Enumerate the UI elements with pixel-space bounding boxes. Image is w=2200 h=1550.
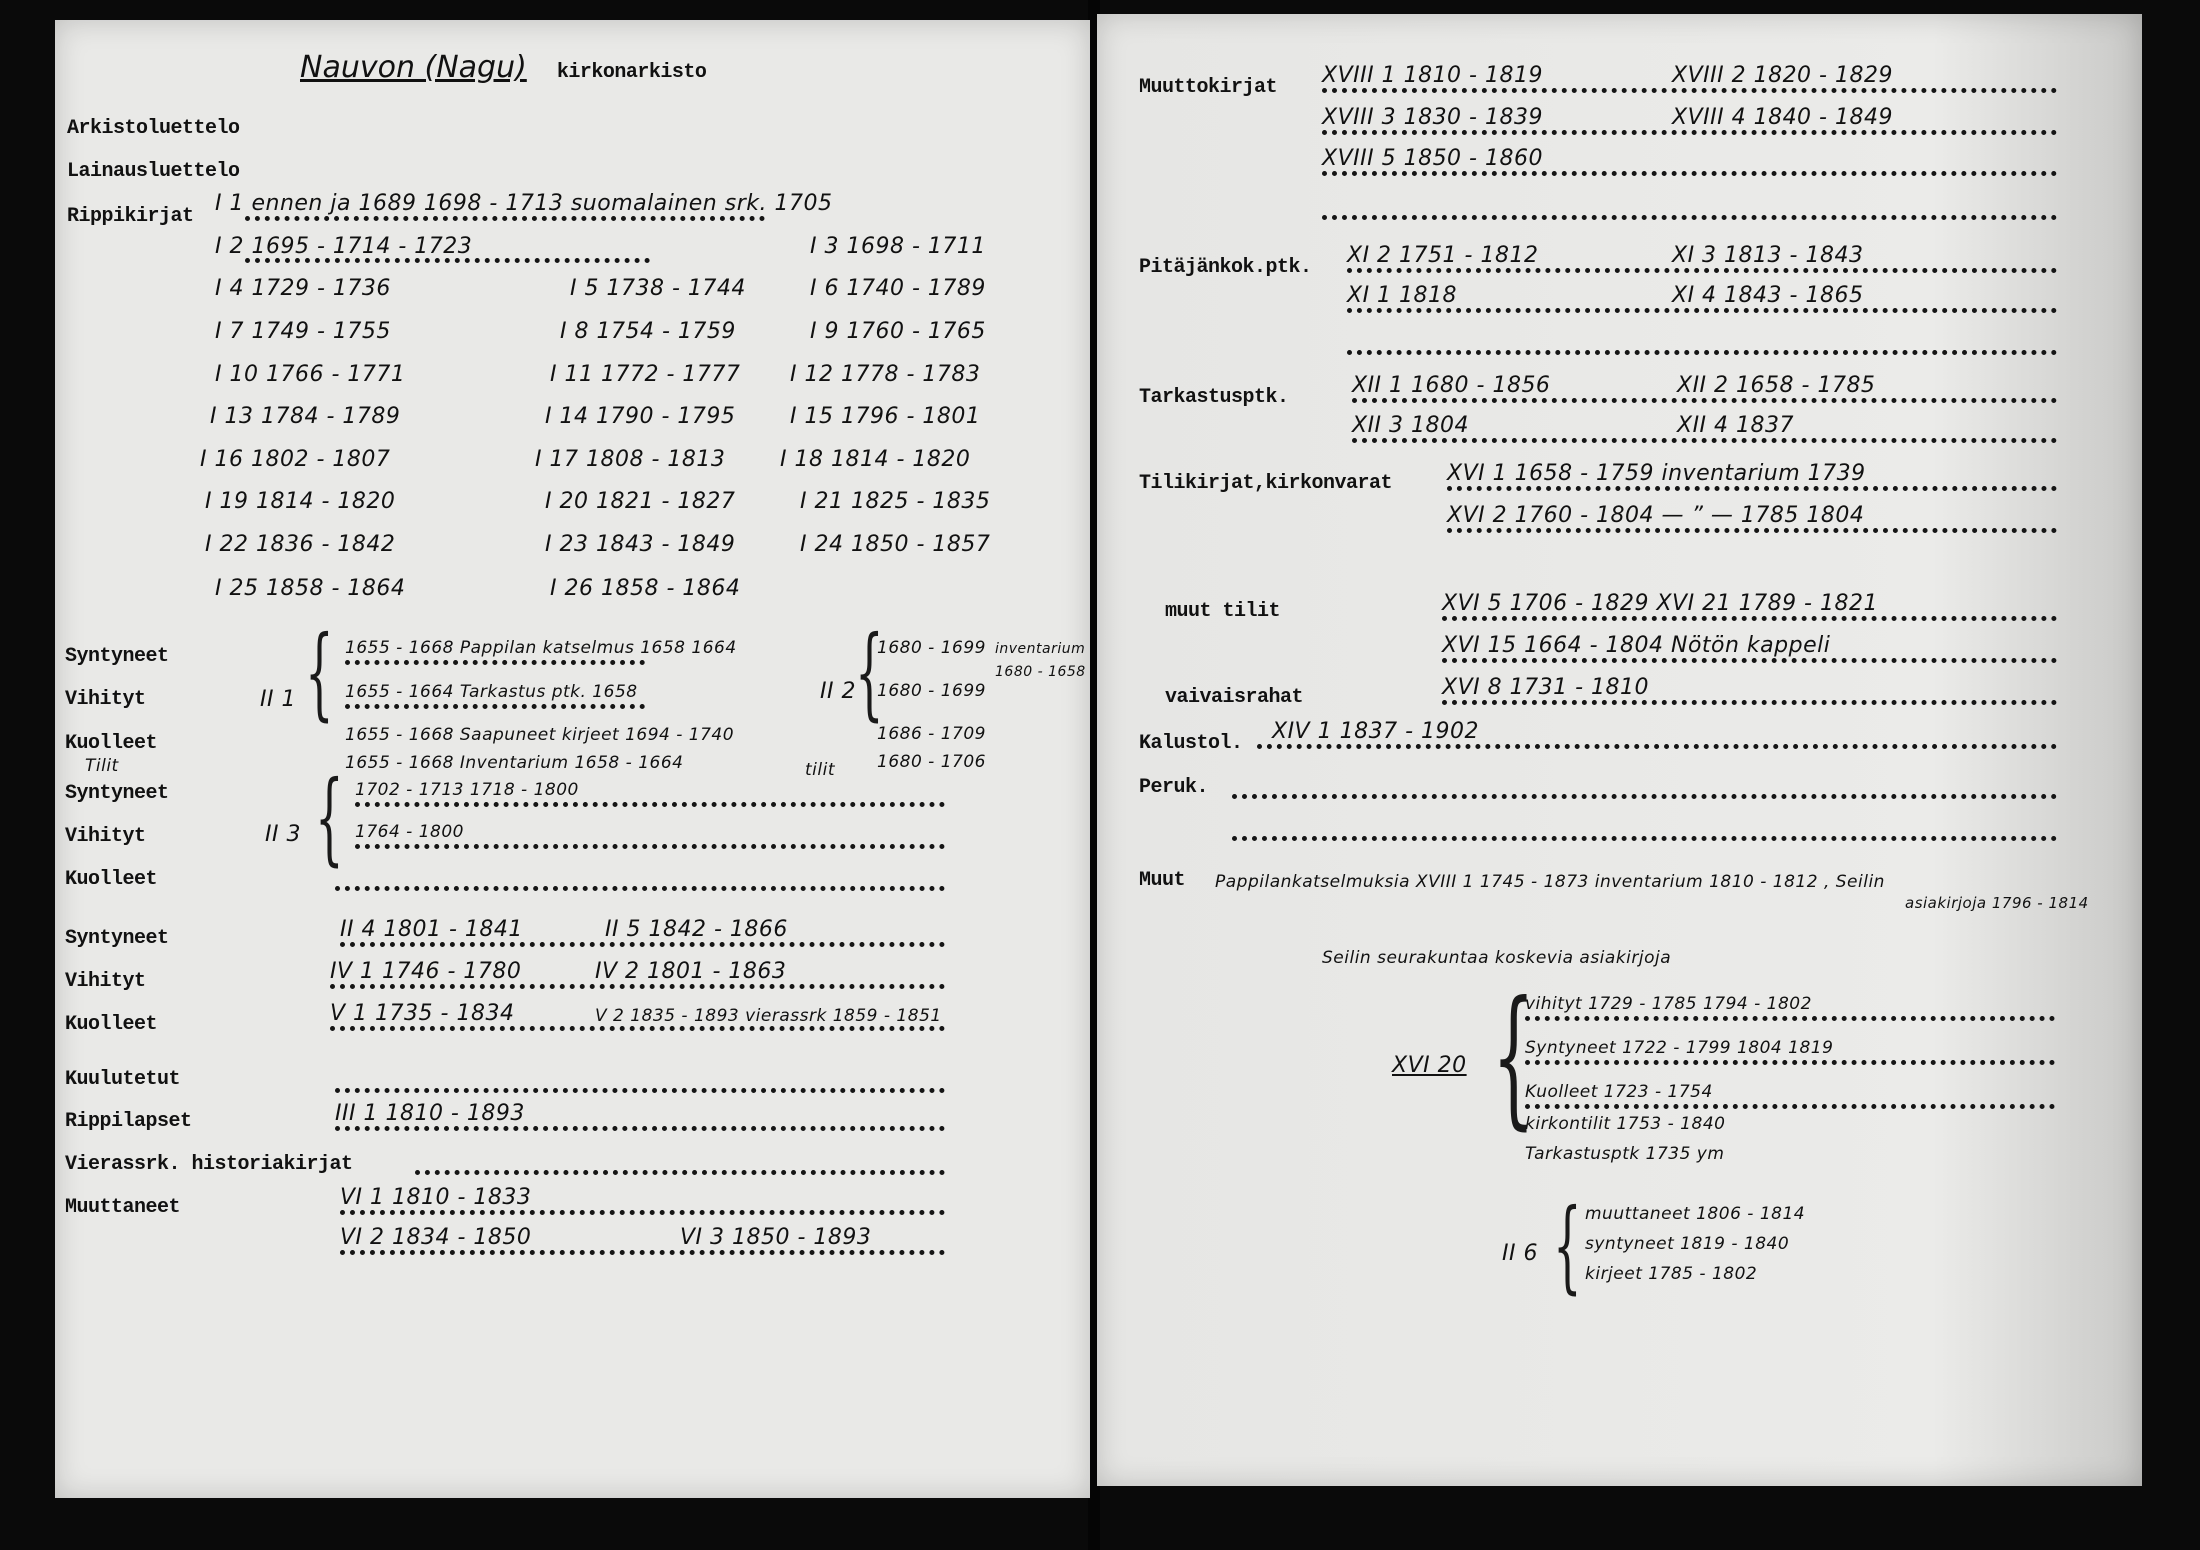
rippikirja-item: I 2 1695 - 1714 - 1723 <box>215 234 473 259</box>
label-muuttokirjat: Muuttokirjat <box>1139 76 1278 99</box>
dotted-line <box>1442 700 2057 705</box>
tarkastusptk-item: XII 4 1837 <box>1677 413 1795 438</box>
right-page <box>1097 14 2142 1486</box>
block1-line: 1655 - 1668 Saapuneet kirjeet 1694 - 1740 <box>345 725 735 745</box>
rippikirja-item: I 16 1802 - 1807 <box>200 447 391 472</box>
dotted-line <box>355 844 945 849</box>
ref-xvi-20: XVI 20 <box>1392 1053 1467 1078</box>
label-kuolleet: Kuolleet <box>65 732 158 755</box>
dotted-line <box>340 1210 945 1215</box>
dotted-line <box>1232 794 2057 799</box>
rippikirja-item: I 23 1843 - 1849 <box>545 532 736 557</box>
dotted-line <box>1525 1016 2055 1021</box>
dotted-line <box>1347 268 2057 273</box>
dotted-line <box>1257 744 2057 749</box>
ref-ii-1: II 1 <box>260 687 296 712</box>
dotted-line <box>340 942 945 947</box>
label-vihityt: Vihityt <box>65 688 146 711</box>
seili-heading: Seilin seurakuntaa koskevia asiakirjoja <box>1322 948 1672 968</box>
vihityt-item: IV 1 1746 - 1780 <box>330 959 522 984</box>
dotted-line <box>355 802 945 807</box>
dotted-line <box>1322 88 2057 93</box>
label-arkistoluettelo: Arkistoluettelo <box>67 117 240 140</box>
ii6-item: syntyneet 1819 - 1840 <box>1585 1234 1790 1254</box>
rippikirja-item: I 14 1790 - 1795 <box>545 404 736 429</box>
rippikirja-item: I 26 1858 - 1864 <box>550 576 741 601</box>
block1-line: 1655 - 1668 Pappilan katselmus 1658 1664 <box>345 638 737 658</box>
tarkastusptk-item: XII 2 1658 - 1785 <box>1677 373 1876 398</box>
rippilapset-item: III 1 1810 - 1893 <box>335 1101 525 1126</box>
dotted-line <box>1322 171 2057 176</box>
label-peruk: Peruk. <box>1139 776 1209 799</box>
muuttaneet-item: VI 3 1850 - 1893 <box>680 1225 872 1250</box>
rippikirja-item: I 15 1796 - 1801 <box>790 404 981 429</box>
dotted-line <box>330 1026 945 1031</box>
rippikirja-item: I 3 1698 - 1711 <box>810 234 986 259</box>
kalustol-item: XIV 1 1837 - 1902 <box>1272 719 1479 744</box>
block1-line: 1655 - 1664 Tarkastus ptk. 1658 <box>345 682 638 702</box>
block2-line: 1702 - 1713 1718 - 1800 <box>355 780 579 800</box>
label-muut-tilit: muut tilit <box>1165 600 1281 623</box>
label-vihityt: Vihityt <box>65 970 146 993</box>
rippikirja-item: I 9 1760 - 1765 <box>810 319 986 344</box>
muut-item: Pappilankatselmuksia XVIII 1 1745 - 1873 inventarium 1810 - 1812 , Seilin <box>1215 872 1885 892</box>
pitajankok-item: XI 4 1843 - 1865 <box>1672 283 1864 308</box>
label-tarkastusptk: Tarkastusptk. <box>1139 386 1289 409</box>
label-vihityt: Vihityt <box>65 825 146 848</box>
brace-icon: { <box>1553 1187 1582 1304</box>
muut-item-line2: asiakirjoja 1796 - 1814 <box>1905 894 2089 912</box>
syntyneet-item: II 5 1842 - 1866 <box>605 917 788 942</box>
dotted-line <box>245 216 765 221</box>
pitajankok-item: XI 3 1813 - 1843 <box>1672 243 1864 268</box>
dotted-line <box>1447 486 2057 491</box>
left-page <box>55 20 1090 1498</box>
ii6-item: kirjeet 1785 - 1802 <box>1585 1264 1758 1284</box>
rippikirja-item: I 21 1825 - 1835 <box>800 489 991 514</box>
label-kuulutetut: Kuulutetut <box>65 1068 181 1091</box>
rippikirja-item: I 20 1821 - 1827 <box>545 489 736 514</box>
block1-line: 1655 - 1668 Inventarium 1658 - 1664 <box>345 753 684 773</box>
muut-tilit-item: XVI 15 1664 - 1804 Nötön kappeli <box>1442 633 1831 658</box>
dotted-line <box>1347 350 2057 355</box>
dotted-line <box>1352 438 2057 443</box>
rippikirja-item: I 6 1740 - 1789 <box>810 276 986 301</box>
rippikirja-item: I 18 1814 - 1820 <box>780 447 971 472</box>
label-lainausluettelo: Lainausluettelo <box>67 160 240 183</box>
inventarium-side-note: inventarium <box>995 641 1086 657</box>
label-vierassrk-historiakirjat: Vierassrk. historiakirjat <box>65 1153 353 1176</box>
dotted-line <box>1347 308 2057 313</box>
block1-right-line: 1680 - 1699 <box>877 638 986 658</box>
label-vaivaisrahat: vaivaisrahat <box>1165 686 1304 709</box>
dotted-line <box>1442 616 2057 621</box>
muuttokirja-item: XVIII 4 1840 - 1849 <box>1672 105 1893 130</box>
rippikirja-item: I 8 1754 - 1759 <box>560 319 736 344</box>
label-kuolleet: Kuolleet <box>65 1013 158 1036</box>
rippikirja-item: I 19 1814 - 1820 <box>205 489 396 514</box>
archive-title-typed: kirkonarkisto <box>556 61 707 84</box>
rippikirja-item: I 5 1738 - 1744 <box>570 276 746 301</box>
rippikirja-item: I 25 1858 - 1864 <box>215 576 406 601</box>
ref-ii-3: II 3 <box>265 822 301 847</box>
seili-item: Kuolleet 1723 - 1754 <box>1525 1082 1713 1102</box>
seili-item: Syntyneet 1722 - 1799 1804 1819 <box>1525 1038 1834 1058</box>
ref-ii-2: II 2 <box>820 679 856 704</box>
rippikirja-item: I 7 1749 - 1755 <box>215 319 391 344</box>
rippikirja-item: I 13 1784 - 1789 <box>210 404 401 429</box>
rippikirja-item: I 11 1772 - 1777 <box>550 362 741 387</box>
brace-icon: { <box>315 759 344 876</box>
label-kalustol: Kalustol. <box>1139 732 1243 755</box>
ii6-item: muuttaneet 1806 - 1814 <box>1585 1204 1806 1224</box>
brace-icon: { <box>305 614 334 731</box>
dotted-line <box>415 1170 945 1175</box>
dotted-line <box>1525 1060 2055 1065</box>
pitajankok-item: XI 2 1751 - 1812 <box>1347 243 1539 268</box>
tarkastusptk-item: XII 3 1804 <box>1352 413 1470 438</box>
muuttokirja-item: XVIII 1 1810 - 1819 <box>1322 63 1543 88</box>
dotted-line <box>1352 398 2057 403</box>
muuttaneet-item: VI 1 1810 - 1833 <box>340 1185 532 1210</box>
kuolleet-item: V 1 1735 - 1834 <box>330 1001 515 1026</box>
label-tilit: Tilit <box>85 756 119 776</box>
rippikirja-item: I 22 1836 - 1842 <box>205 532 396 557</box>
dotted-line <box>1525 1104 2055 1109</box>
brace-icon: { <box>1492 970 1535 1144</box>
muuttokirja-item: XVIII 5 1850 - 1860 <box>1322 146 1543 171</box>
rippikirja-item: I 4 1729 - 1736 <box>215 276 391 301</box>
parish-name-handwritten: Nauvon (Nagu) <box>300 50 527 85</box>
dotted-line <box>1232 836 2057 841</box>
seili-item: Tarkastusptk 1735 ym <box>1525 1144 1725 1164</box>
dotted-line <box>345 660 645 665</box>
dotted-line <box>345 704 645 709</box>
rippikirja-row: I 1 ennen ja 1689 1698 - 1713 suomalainen srk. 1705 <box>215 191 833 216</box>
syntyneet-item: II 4 1801 - 1841 <box>340 917 523 942</box>
inventarium-side-note-years: 1680 - 1658 <box>995 664 1086 680</box>
muuttokirja-item: XVIII 2 1820 - 1829 <box>1672 63 1893 88</box>
label-syntyneet: Syntyneet <box>65 927 169 950</box>
label-pitajankokous-ptk: Pitäjänkok.ptk. <box>1139 256 1312 279</box>
label-muut: Muut <box>1139 869 1186 892</box>
block1-right-line: 1686 - 1709 <box>877 724 986 744</box>
rippikirja-item: I 17 1808 - 1813 <box>535 447 726 472</box>
block1-tilit-note: tilit <box>805 760 836 780</box>
block1-right-line: 1680 - 1699 <box>877 681 986 701</box>
dotted-line <box>340 1250 945 1255</box>
seili-item: kirkontilit 1753 - 1840 <box>1525 1114 1726 1134</box>
dotted-line <box>335 886 945 891</box>
dotted-line <box>245 258 650 263</box>
block1-right-line: 1680 - 1706 <box>877 752 986 772</box>
label-tilikirjat-kirkonvarat: Tilikirjat,kirkonvarat <box>1139 472 1393 495</box>
tilikirjat-item: XVI 1 1658 - 1759 inventarium 1739 <box>1447 461 1866 486</box>
rippikirja-item: I 24 1850 - 1857 <box>800 532 991 557</box>
ref-ii-6: II 6 <box>1502 1241 1538 1266</box>
vihityt-item: IV 2 1801 - 1863 <box>595 959 787 984</box>
seili-item: vihityt 1729 - 1785 1794 - 1802 <box>1525 994 1812 1014</box>
dotted-line <box>1322 130 2057 135</box>
label-syntyneet: Syntyneet <box>65 645 169 668</box>
dotted-line <box>335 1126 945 1131</box>
label-kuolleet: Kuolleet <box>65 868 158 891</box>
dotted-line <box>1322 215 2057 220</box>
kuolleet-item: V 2 1835 - 1893 vierassrk 1859 - 1851 <box>595 1006 942 1026</box>
brace-icon: { <box>855 614 884 731</box>
dotted-line <box>1447 528 2057 533</box>
dotted-line <box>335 1088 945 1093</box>
muuttokirja-item: XVIII 3 1830 - 1839 <box>1322 105 1543 130</box>
dotted-line <box>330 984 945 989</box>
muuttaneet-item: VI 2 1834 - 1850 <box>340 1225 532 1250</box>
archive-title <box>300 50 707 85</box>
label-syntyneet: Syntyneet <box>65 782 169 805</box>
label-muuttaneet: Muuttaneet <box>65 1196 181 1219</box>
pitajankok-item: XI 1 1818 <box>1347 283 1458 308</box>
tilikirjat-item: XVI 2 1760 - 1804 — ” — 1785 1804 <box>1447 503 1865 528</box>
vaivaisrahat-item: XVI 8 1731 - 1810 <box>1442 675 1649 700</box>
rippikirja-item: I 12 1778 - 1783 <box>790 362 981 387</box>
block2-line: 1764 - 1800 <box>355 822 464 842</box>
muut-tilit-item: XVI 5 1706 - 1829 XVI 21 1789 - 1821 <box>1442 591 1878 616</box>
label-rippilapset: Rippilapset <box>65 1110 192 1133</box>
tarkastusptk-item: XII 1 1680 - 1856 <box>1352 373 1551 398</box>
label-rippikirjat: Rippikirjat <box>67 205 194 228</box>
dotted-line <box>1442 658 2057 663</box>
rippikirja-item: I 10 1766 - 1771 <box>215 362 406 387</box>
